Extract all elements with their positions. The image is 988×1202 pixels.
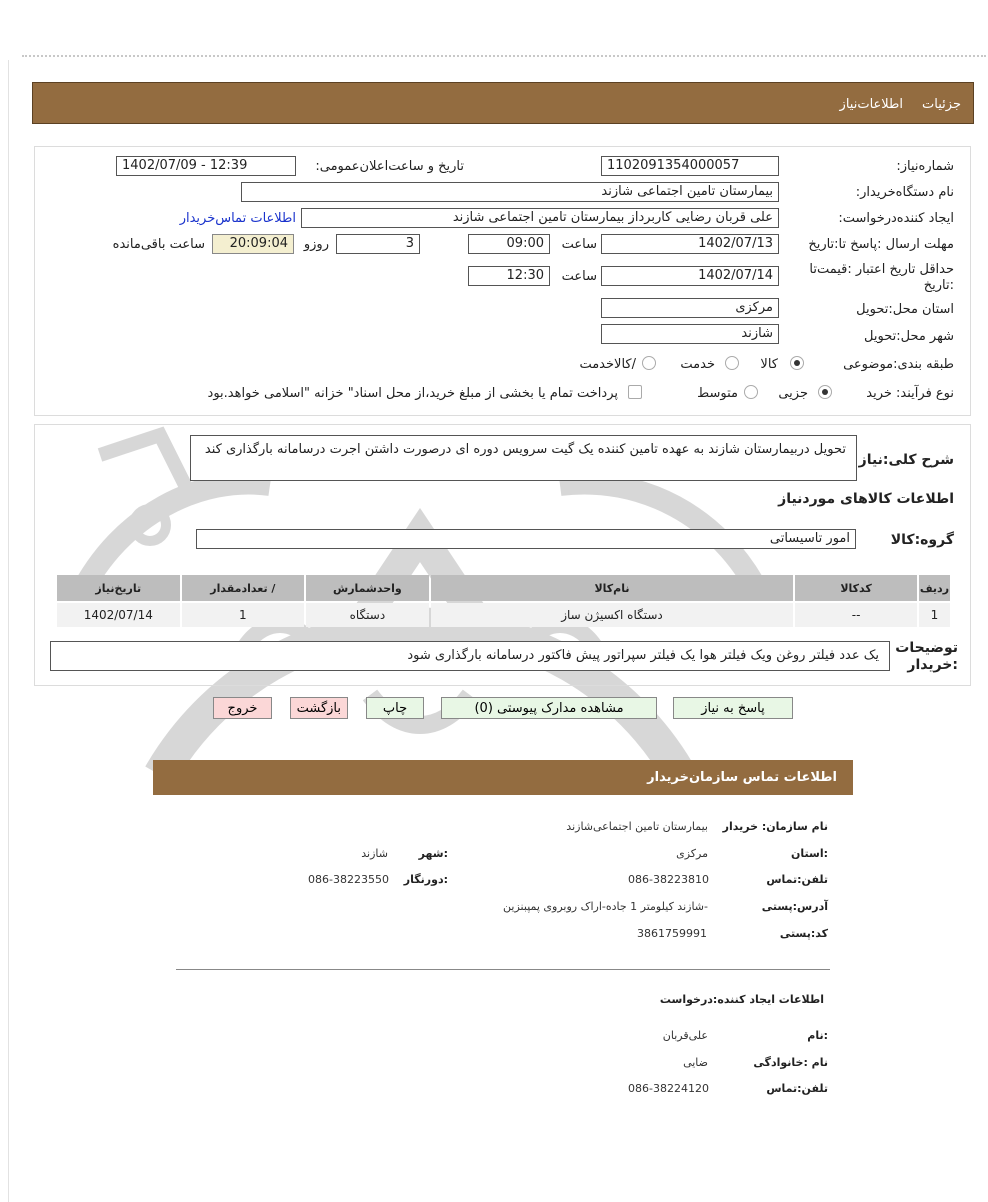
postal-code-value: 3861759991 [637,927,707,940]
creator-phone-value: 086-38224120 [628,1082,709,1095]
goods-group-label: گروه:کالا [890,532,954,548]
postal-code-label: کد:پستی [779,927,828,940]
process-minor-radio[interactable] [818,385,832,399]
details-tab[interactable]: جزئیات [922,97,961,112]
buyer-contact-title: اطلاعات تماس سازمان‌خریدار [647,770,837,785]
reply-deadline-label: مهلت ارسال :پاسخ تا:تاریخ [808,237,954,252]
col-quantity: / تعدادمقدار [182,575,305,601]
days-field: 3 [336,234,420,254]
contact-city-value: شازند [361,847,388,860]
need-number-field: 1102091354000057 [601,156,779,176]
top-dotted-divider [22,55,986,57]
city-field: شازند [601,324,779,344]
announce-label: تاریخ و ساعت‌اعلان‌عمومی: [315,159,464,174]
need-number-label: شماره‌نیاز: [896,159,954,174]
org-name-value: بیمارستان تامین اجتماعی‌شازند [566,820,708,833]
category-service-radio[interactable] [725,356,739,370]
creator-family-value: ضایی [683,1056,708,1069]
buyer-org-label: نام دستگاه‌خریدار: [855,185,954,200]
creator-label: ایجاد کننده‌درخواست: [838,211,954,226]
buyer-org-field: بیمارستان تامین اجتماعی شازند [241,182,779,202]
address-value: -شازند کیلومتر 1 جاده-اراک روبروی پمپبنزین [503,900,708,913]
buyer-contact-link[interactable]: اطلاعات تماس‌خریدار [179,211,296,226]
announce-field: 1402/07/09 - 12:39 [116,156,296,176]
cell-row-number: 1 [919,603,950,627]
treasury-payment-checkbox[interactable] [628,385,642,399]
summary-label: شرح کلی:نیاز [858,452,954,468]
fax-label: :دورنگار [403,873,448,886]
org-name-label: نام سازمان: خریدار [722,820,828,833]
reply-time-field: 09:00 [468,234,550,254]
cell-need-date: 1402/07/14 [57,603,180,627]
validity-date-field: 1402/07/14 [601,266,779,286]
contact-phone-value: 086-38223810 [628,873,709,886]
city-label: شهر محل:تحویل [864,329,954,344]
process-type-label: نوع فرآیند: خرید [866,386,954,401]
process-medium-radio[interactable] [744,385,758,399]
goods-info-heading: اطلاعات کالاهای موردنیاز [778,491,954,507]
col-unit: واحدشمارش [306,575,429,601]
cell-unit: دستگاه [306,603,429,627]
creator-family-label: نام :خانوادگی [753,1056,828,1069]
creator-info-heading: اطلاعات ایجاد کننده:درخواست [659,993,824,1006]
treasury-payment-note: پرداخت تمام یا بخشی از مبلغ خرید،از محل اسناد" خزانه "اسلامی خواهد.بود [207,386,618,401]
cell-goods-code: -- [795,603,917,627]
validity-time-field: 12:30 [468,266,550,286]
reply-button[interactable]: پاسخ به نیاز [673,697,793,719]
attachments-button[interactable]: مشاهده مدارک پیوستی (0) [441,697,657,719]
price-validity-label: حداقل تاریخ اعتبار :قیمت‌تا [809,262,954,277]
contact-phone-label: تلفن:تماس [766,873,828,886]
fax-value: 086-38223550 [308,873,389,886]
buyer-notes-box: یک عدد فیلتر روغن ویک فیلتر هوا یک فیلتر سپراتور پیش فاکتور درسامانه بارگذاری شود [50,641,890,671]
creator-name-label: :نام [807,1029,828,1042]
remaining-time-field: 20:09:04 [212,234,294,254]
page-header-bar [32,82,974,124]
address-label: آدرس:پستی [761,900,828,913]
category-goods-service-label: /کالاخدمت [579,357,636,372]
contact-separator [176,969,830,970]
reply-time-label: ساعت [561,237,597,252]
reply-date-field: 1402/07/13 [601,234,779,254]
category-label: طبقه بندی:موضوعی [843,357,954,372]
creator-phone-label: تلفن:تماس [766,1082,828,1095]
creator-name-value: علی‌قربان [662,1029,708,1042]
need-info-tab[interactable]: اطلاعات‌نیاز [839,97,903,112]
exit-button[interactable]: خروج [213,697,272,719]
print-button[interactable]: چاپ [366,697,424,719]
price-validity-label-2: :تاریخ [923,278,954,293]
col-row-number: ردیف [919,575,950,601]
category-goods-radio[interactable] [790,356,804,370]
buyer-notes-label-2: :خریدار [907,657,958,673]
category-service-label: خدمت [680,357,715,372]
buyer-contact-header [153,760,853,795]
summary-box: تحویل دربیمارستان شازند به عهده تامین کننده یک گیت سرویس دوره ای درصورت داشتن اجرت درسامانه بارگذاری کند [190,435,857,481]
goods-table [55,573,952,629]
contact-province-label: :استان [791,847,828,860]
validity-time-label: ساعت [561,269,597,284]
buyer-notes-label: توضیحات [895,640,958,656]
goods-group-field: امور تاسیساتی [196,529,856,549]
process-minor-label: جزیی [778,386,808,401]
province-label: استان محل:تحویل [856,302,954,317]
province-field: مرکزی [601,298,779,318]
cell-quantity: 1 [182,603,305,627]
creator-field: علی قربان رضایی کاربرداز بیمارستان تامین اجتماعی شازند [301,208,779,228]
category-goods-label: کالا [760,357,778,372]
remaining-label: ساعت باقی‌مانده [112,237,205,252]
contact-city-label: :شهر [418,847,448,860]
cell-goods-name: دستگاه اکسیژن ساز [431,603,794,627]
col-goods-name: نام‌کالا [431,575,794,601]
table-row [57,603,950,627]
process-medium-label: متوسط [697,386,738,401]
goods-table-header-row [57,575,950,601]
contact-province-value: مرکزی [676,847,708,860]
category-goods-service-radio[interactable] [642,356,656,370]
col-goods-code: کدکالا [795,575,917,601]
left-border-line [8,60,9,1202]
days-label: روزو [303,237,329,252]
col-need-date: تاریخ‌نیاز [57,575,180,601]
back-button[interactable]: بازگشت [290,697,348,719]
